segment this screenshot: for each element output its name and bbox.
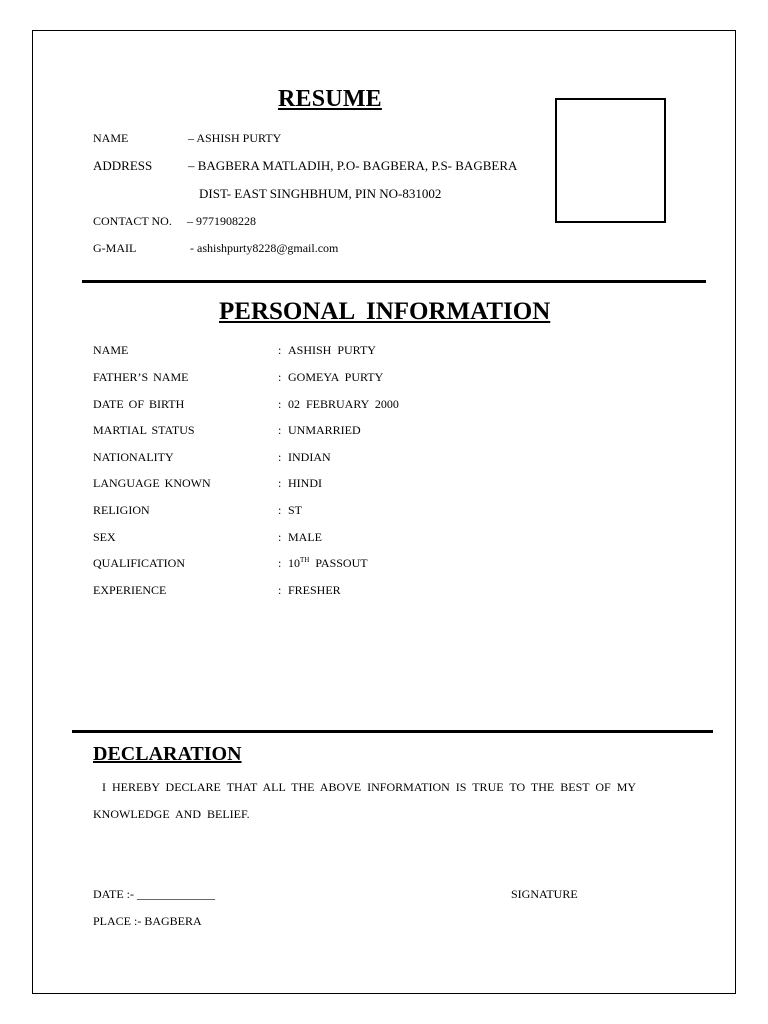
pi-value: MALE <box>288 530 322 544</box>
qualification-number: 10 <box>288 556 300 570</box>
pi-value: GOMEYA PURTY <box>288 370 384 384</box>
resume-title: RESUME <box>278 86 382 112</box>
gmail-value: - ashishpurty8228@gmail.com <box>190 241 339 255</box>
name-label: NAME <box>93 131 129 145</box>
declaration-line-2: KNOWLEDGE AND BELIEF. <box>93 807 250 821</box>
place-field: PLACE :- BAGBERA <box>93 914 202 928</box>
pi-label: DATE OF BIRTH <box>93 397 185 411</box>
pi-colon: : <box>278 530 282 544</box>
pi-value: INDIAN <box>288 450 331 464</box>
pi-label: MARTIAL STATUS <box>93 423 195 437</box>
gmail-label: G-MAIL <box>93 241 137 255</box>
section-divider <box>72 730 713 733</box>
photo-placeholder <box>555 98 666 223</box>
pi-colon: : <box>278 503 282 517</box>
pi-colon: : <box>278 397 282 411</box>
pi-value: UNMARRIED <box>288 423 361 437</box>
address-line-2: DIST- EAST SINGHBHUM, PIN NO-831002 <box>199 186 442 201</box>
pi-colon: : <box>278 370 282 384</box>
qualification-superscript: TH <box>300 556 310 564</box>
date-field: DATE :- _____________ <box>93 887 215 901</box>
pi-value: FRESHER <box>288 583 341 597</box>
contact-label: CONTACT NO. <box>93 214 172 228</box>
pi-label: RELIGION <box>93 503 150 517</box>
signature-label: SIGNATURE <box>511 887 578 901</box>
pi-colon: : <box>278 423 282 437</box>
pi-label: LANGUAGE KNOWN <box>93 476 211 490</box>
pi-value: 02 FEBRUARY 2000 <box>288 397 399 411</box>
pi-colon: : <box>278 583 282 597</box>
pi-label: FATHER’S NAME <box>93 370 189 384</box>
pi-label: SEX <box>93 530 116 544</box>
pi-label: NATIONALITY <box>93 450 174 464</box>
contact-value: – 9771908228 <box>187 214 256 228</box>
section-divider <box>82 280 706 283</box>
address-label: ADDRESS <box>93 158 153 173</box>
name-value: – ASHISH PURTY <box>188 131 282 145</box>
declaration-line-1: I HEREBY DECLARE THAT ALL THE ABOVE INFORMATION IS TRUE TO THE BEST OF MY <box>102 780 637 794</box>
pi-label: EXPERIENCE <box>93 583 167 597</box>
pi-label: QUALIFICATION <box>93 556 185 570</box>
pi-value-qualification <box>288 556 368 571</box>
pi-colon: : <box>278 450 282 464</box>
pi-colon: : <box>278 476 282 490</box>
qualification-rest: PASSOUT <box>315 556 368 570</box>
pi-colon: : <box>278 343 282 357</box>
pi-colon: : <box>278 556 282 570</box>
pi-value: ST <box>288 503 303 517</box>
personal-info-title: PERSONAL INFORMATION <box>219 298 551 325</box>
pi-label: NAME <box>93 343 129 357</box>
address-line-1: – BAGBERA MATLADIH, P.O- BAGBERA, P.S- BAGBERA <box>188 158 518 173</box>
pi-value: ASHISH PURTY <box>288 343 376 357</box>
pi-value: HINDI <box>288 476 322 490</box>
declaration-title: DECLARATION <box>93 743 242 765</box>
